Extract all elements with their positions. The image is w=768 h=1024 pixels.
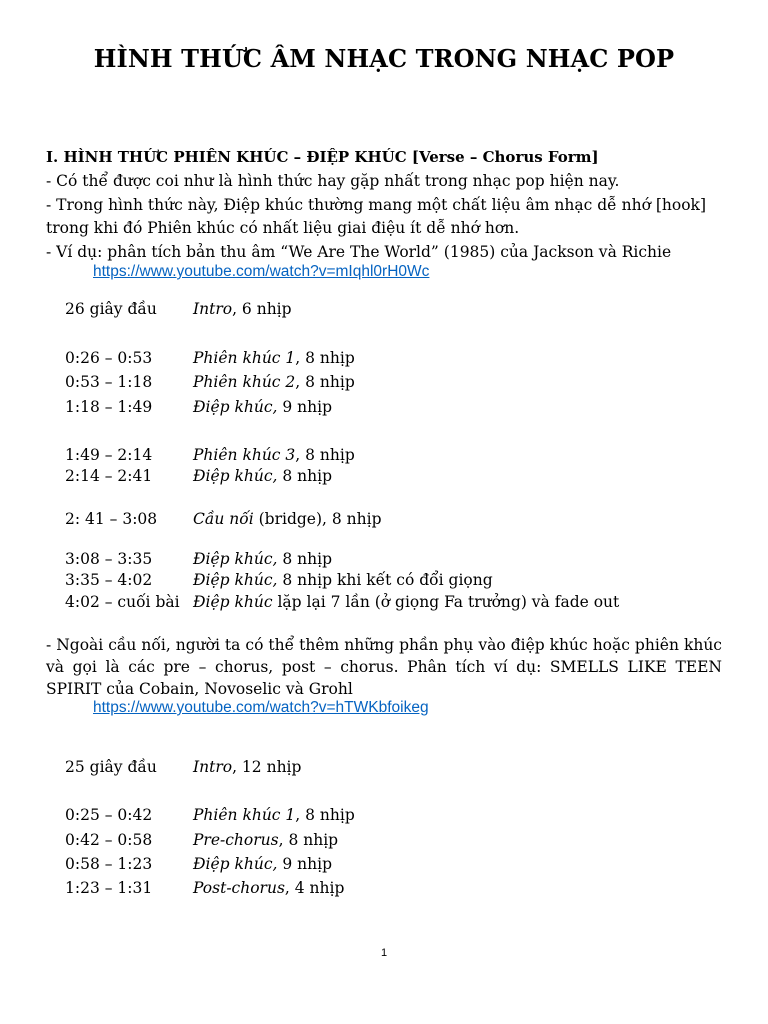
section-name: Điệp khúc, — [193, 467, 278, 485]
time-range: 1:23 – 1:31 — [65, 879, 153, 897]
timeline-row — [65, 298, 292, 320]
time-range: 1:18 – 1:49 — [65, 398, 153, 416]
time-range: 25 giây đầu — [65, 758, 157, 776]
time-range: 0:53 – 1:18 — [65, 373, 153, 391]
timeline-row — [65, 569, 493, 591]
section-detail: , 8 nhịp — [295, 446, 355, 464]
time-range: 0:58 – 1:23 — [65, 855, 153, 873]
section-detail: , 8 nhịp — [295, 349, 355, 367]
time-range: 0:42 – 0:58 — [65, 831, 153, 849]
section-name: Cầu nối — [193, 510, 254, 528]
timeline-row — [65, 829, 338, 851]
page-number: 1 — [380, 947, 388, 959]
section-name: Intro — [193, 300, 233, 318]
section-name: Điệp khúc, — [193, 571, 278, 589]
section-name: Điệp khúc, — [193, 855, 278, 873]
section-name: Phiên khúc 3 — [193, 446, 296, 464]
section-detail: , 6 nhịp — [232, 300, 292, 318]
section-detail: 8 nhịp — [277, 550, 333, 568]
bullet-text: trong khi đó Phiên khúc có nhất liệu giai điệu ít dễ nhớ hơn. — [46, 219, 520, 237]
timeline-row — [65, 548, 332, 570]
timeline-row — [65, 347, 355, 369]
section-detail: , 8 nhịp — [278, 831, 339, 849]
timeline-row — [65, 396, 332, 418]
time-range: 3:35 – 4:02 — [65, 571, 153, 589]
section-detail: 8 nhịp — [277, 467, 333, 485]
time-range: 3:08 – 3:35 — [65, 550, 153, 568]
timeline-row — [65, 804, 355, 826]
section-detail: lặp lại 7 lần (ở giọng Fa trưởng) và fade out — [272, 593, 620, 611]
section-name: Phiên khúc 1 — [193, 349, 296, 367]
section-name: Phiên khúc 1 — [193, 806, 296, 824]
timeline-row — [65, 371, 355, 393]
section-detail: , 4 nhịp — [284, 879, 345, 897]
timeline-row — [65, 508, 382, 530]
section-detail: , 8 nhịp — [295, 806, 355, 824]
time-range: 0:25 – 0:42 — [65, 806, 153, 824]
section-detail: , 8 nhịp — [295, 373, 355, 391]
timeline-row — [65, 877, 344, 899]
timeline-row — [65, 444, 355, 466]
bullet-text: - Có thể được coi như là hình thức hay gặp nhất trong nhạc pop hiện nay. — [46, 172, 620, 190]
time-range: 2:14 – 2:41 — [65, 467, 153, 485]
section-name: Điệp khúc, — [193, 398, 278, 416]
section-name: Điệp khúc, — [193, 550, 278, 568]
section-detail: 9 nhịp — [277, 855, 333, 873]
time-range: 26 giây đầu — [65, 300, 157, 318]
section-heading: I. HÌNH THỨC PHIÊN KHÚC – ĐIỆP KHÚC [Verse – Chorus Form] — [46, 148, 599, 166]
section-detail: 8 nhịp khi kết có đổi giọng — [277, 571, 493, 589]
time-range: 2: 41 – 3:08 — [65, 510, 158, 528]
section-name: Pre-chorus — [193, 831, 279, 849]
timeline-row — [65, 853, 332, 875]
section-detail: , 12 nhịp — [232, 758, 302, 776]
section-name: Phiên khúc 2 — [193, 373, 296, 391]
paragraph-text: - Ngoài cầu nối, người ta có thể thêm những phần phụ vào điệp khúc hoặc phiên khúc và gọi là các pre – chorus, post – chorus. Phân tích ví dụ: SMELLS LIKE TEEN SPIRIT của Cobain, Novoselic và Grohl — [46, 636, 722, 698]
timeline-row — [65, 465, 332, 487]
bullet-text: - Ví dụ: phân tích bản thu âm “We Are The World” (1985) của Jackson và Richie — [46, 243, 672, 261]
section-name: Intro — [193, 758, 233, 776]
youtube-link[interactable]: https://www.youtube.com/watch?v=mIqhl0rH0Wc — [93, 263, 430, 280]
time-range: 1:49 – 2:14 — [65, 446, 153, 464]
bullet-text: - Trong hình thức này, Điệp khúc thường mang một chất liệu âm nhạc dễ nhớ [hook] — [46, 196, 706, 214]
page-title: HÌNH THỨC ÂM NHẠC TRONG NHẠC POP — [93, 44, 675, 73]
section-detail: 9 nhịp — [277, 398, 333, 416]
youtube-link[interactable]: https://www.youtube.com/watch?v=hTWKbfoikeg — [93, 699, 429, 716]
section-detail: (bridge), 8 nhịp — [253, 510, 382, 528]
section-name: Post-chorus — [193, 879, 285, 897]
section-name: Điệp khúc — [193, 593, 273, 611]
timeline-row — [65, 591, 619, 613]
time-range: 0:26 – 0:53 — [65, 349, 153, 367]
time-range: 4:02 – cuối bài — [65, 593, 180, 611]
timeline-row — [65, 756, 301, 778]
